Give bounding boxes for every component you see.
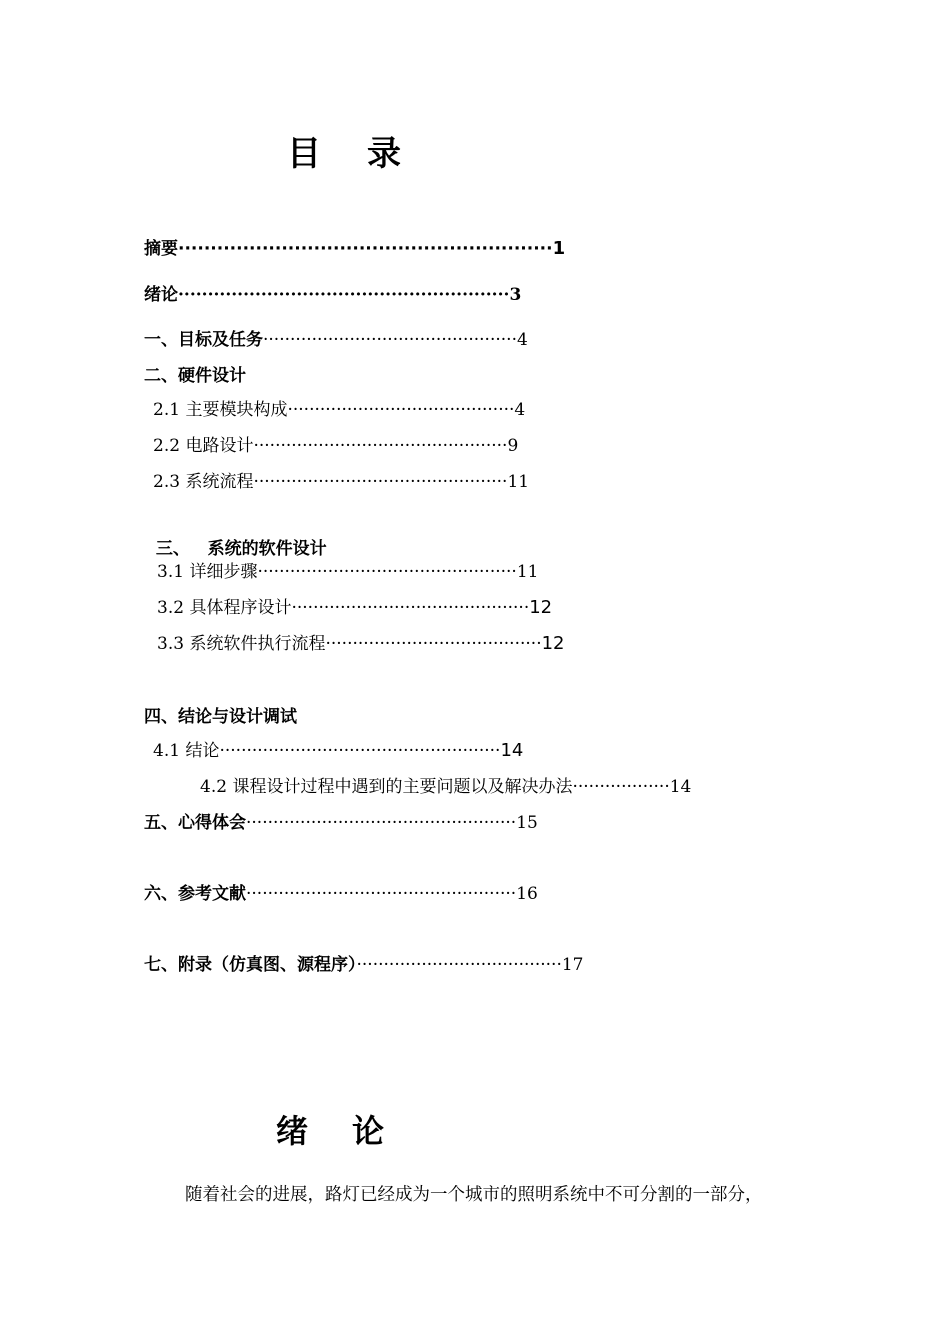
toc-entry-4-1[interactable]	[153, 740, 523, 762]
toc-leader-dots: ··················································	[246, 813, 517, 833]
toc-entry-2-3[interactable]	[153, 471, 529, 493]
toc-entry-hardware[interactable]	[144, 365, 246, 387]
toc-entry-reflections[interactable]	[144, 812, 538, 834]
section-heading-introduction: 绪 论	[276, 1112, 391, 1150]
toc-leader-dots: ···············································	[263, 330, 517, 350]
toc-leader-dots: ························································	[178, 285, 510, 305]
toc-entry-software[interactable]	[144, 516, 327, 560]
toc-leader-dots: ··················	[572, 777, 670, 797]
toc-entry-label: 六、参考文献	[144, 884, 246, 904]
toc-entry-label: 五、心得体会	[144, 813, 246, 833]
toc-entry-3-2[interactable]	[157, 597, 552, 619]
toc-leader-dots: ··········································	[287, 400, 515, 420]
toc-entry-label: 七、附录（仿真图、源程序）	[144, 955, 357, 975]
toc-leader-dots: ···············································	[253, 472, 508, 492]
toc-entry-label: 绪论	[144, 285, 178, 305]
toc-entry-4-2[interactable]	[200, 776, 691, 798]
toc-leader-dots: ···············································	[253, 436, 508, 456]
toc-entry-label: 四、结论与设计调试	[144, 707, 297, 727]
toc-leader-dots: ········································	[325, 634, 542, 654]
toc-entry-2-2[interactable]	[153, 435, 518, 457]
toc-entry-label: 二、硬件设计	[144, 366, 246, 386]
toc-leader-dots: ··················································	[246, 884, 517, 904]
toc-entry-appendix[interactable]	[144, 954, 584, 976]
toc-page-number: 4	[514, 400, 526, 420]
toc-entry-label: 一、目标及任务	[144, 330, 263, 350]
toc-entry-references[interactable]	[144, 883, 538, 905]
toc-entry-abstract[interactable]	[144, 238, 565, 260]
toc-entry-introduction[interactable]	[144, 284, 521, 306]
toc-entry-label: 2.2 电路设计	[153, 436, 254, 456]
toc-page-number: 12	[541, 633, 565, 654]
toc-entry-label: 4.2 课程设计过程中遇到的主要问题以及解决办法	[200, 777, 573, 797]
toc-entry-label: 4.1 结论	[153, 741, 220, 761]
toc-page-number: 17	[561, 955, 584, 975]
toc-page-number: 11	[516, 562, 539, 582]
toc-leader-dots: ················································	[257, 562, 517, 582]
toc-page-number: 9	[507, 436, 519, 456]
toc-entry-label: 2.1 主要模块构成	[153, 400, 288, 420]
toc-entry-label: 3.3 系统软件执行流程	[157, 634, 326, 654]
toc-page-number: 14	[669, 777, 692, 797]
toc-entry-conclusion-debug[interactable]	[144, 706, 297, 728]
toc-page-number: 3	[509, 285, 522, 305]
toc-entry-label: 2.3 系统流程	[153, 472, 254, 492]
toc-leader-dots: ············································	[291, 598, 530, 618]
toc-entry-3-3[interactable]	[157, 633, 565, 655]
toc-page-number: 16	[516, 884, 538, 904]
toc-leader-dots: ······································	[356, 955, 562, 975]
toc-entry-2-1[interactable]	[153, 399, 525, 421]
toc-title: 目 录	[287, 134, 407, 174]
toc-entry-3-1[interactable]	[157, 561, 538, 583]
toc-page-number: 14	[500, 740, 524, 761]
toc-entry-label: 3.2 具体程序设计	[157, 598, 292, 618]
toc-page-number: 4	[516, 330, 528, 350]
toc-page-number: 11	[507, 472, 530, 492]
toc-entry-label: 3.1 详细步骤	[157, 562, 258, 582]
body-paragraph: 随着社会的进展，路灯已经成为一个城市的照明系统中不可分割的一部分，	[185, 1185, 763, 1205]
toc-entry-label: 三、 系统的软件设计	[155, 539, 327, 559]
toc-entry-goals[interactable]	[144, 329, 528, 351]
toc-page-number: 12	[529, 597, 553, 618]
toc-leader-dots: ····················································	[219, 741, 501, 761]
toc-entry-label: 摘要	[144, 239, 178, 259]
toc-page-number: 1	[552, 238, 566, 259]
toc-leader-dots: ··························································	[178, 239, 553, 259]
toc-page-number: 15	[516, 813, 538, 833]
